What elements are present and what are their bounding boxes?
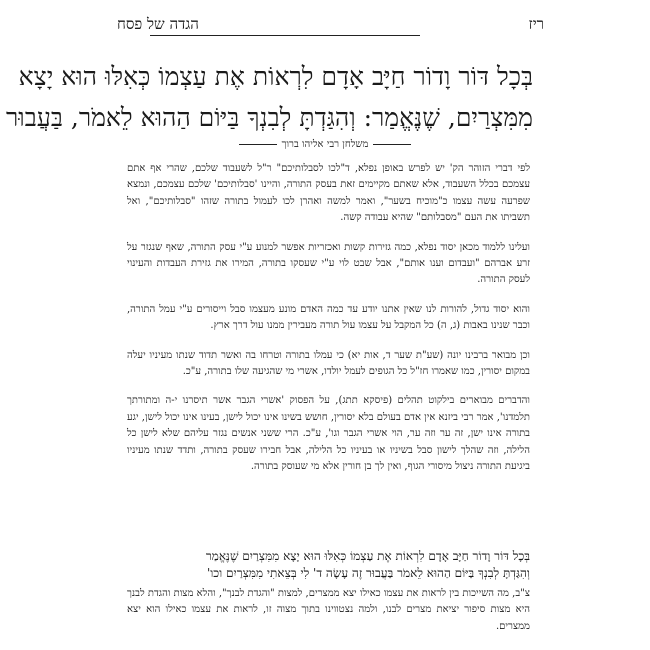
byline-rule-right — [373, 144, 411, 145]
paragraph-4: וכן מבואר ברבינו יונה (שע"ת שער ד, אות יא) כי עמלו בתורה וטרחו בה ואשר תדוד שנתו מעיניו יעלה במקום יסורין, כמו שאמרו חז"ל כל הגופים לעמל יולדו, אשרי מי שהגיעה שלו בתורה, ע"כ. — [127, 349, 530, 378]
quote-line-2: וְהִגַּדְתָּ לְבִנְךָ בַּיּוֹם הַהוּא לֵאמֹר בַּעֲבוּר זֶה עָשָׂה ד' לִי בְּצֵאתִי מִמִּצְרַיִם וכו' — [206, 565, 530, 580]
running-title: הגדה של פסח — [117, 15, 199, 33]
title-line-2: מִמִּצְרַיִם, שֶׁנֶּאֱמַר: וְהִגַּדְתָּ לְבִנְךָ בַּיּוֹם הַהוּא לֵאמֹר, בַּעֲבוּר — [6, 103, 533, 132]
byline — [0, 139, 650, 150]
paragraph-2: ועלינו ללמוד מכאן יסוד נפלא, כמה גזירות קשות ואכזריות אפשר למנוע ע"י עסק התורה, שאף שנגזר על זרע אברהם "ועבדום וענו אותם", אבל שבט לוי ע"י שעסקו בתורה, המירו את גזירת העבדות והעינוי לעסק התורה. — [127, 241, 530, 286]
paragraph-5: והדברים מבוארים בילקוט תהלים (פיסקא תתג), על הפסוק 'אשרי הגבר אשר תיסרנו י-ה ומתורתך תלמדנו', אמר רבי ביזנא אין אדם בעולם בלא יסורין, חושש בשינו אינו יכול לישן, בעינו אינו יכול לישן, יגע בתורה אינו ישן, זה ער וזה ער, הוי אשרי הגבר וגו', ע"כ. הרי ששני אנשים נגזר עליהם שלא לישן כל הלילה, וזה שהלך לישון סבל בשיניו או בעיניו כל הלילה, אבל חבירו שעסק בתורה, ותדד שנתו מעיניו ביגיעת התורה ניצול מיסורי הגוף, ואין לך בן חורין אלא מי שעוסק בתורה. — [127, 395, 530, 473]
commentary-body — [127, 161, 530, 489]
section-title — [6, 56, 533, 138]
paragraph-1: לפי דברי הזוהר הק' יש לפרש באופן נפלא, ד"לכו לסבלותיכם" ר"ל לשעבוד שלכם, שהרי אף אתם עצמכם בכלל השעבוד, אלא שאתם מקיימים זאת בעסק התורה, והיינו 'סבלותיכם' שלכם עצמכם, ונמצא שפרעה עשה עצמו כ"מוכיח בשער", ואמר למשה ואהרן לכו לעמול בתורה שזהו "סבלותיכם", ואל תשביתו את העם "מסבלותם" שהיא עבודה קשה. — [127, 163, 530, 224]
title-line-1: בְּכָל דּוֹר וָדוֹר חַיָּב אָדָם לִרְאוֹת אֶת עַצְמוֹ כְּאִלּוּ הוּא יָצָא — [18, 62, 533, 91]
paragraph-3: והוא יסוד גדול, להורות לנו שאין אתנו יודע עד כמה האדם מונע מעצמו סבל וייסורים ע"י עמל התורה, וכבר שנינו באבות (ג, ה) כל המקבל על עצמו עול תורה מעבירין ממנו עול דרך ארץ. — [127, 303, 530, 332]
closing-paragraph: צ"ב, מה השייכות בין לראות את עצמו כאילו יצא ממצרים, למצות "והגדת לבנך", והלא מצות והגדת לבנך היא מצות סיפור יציאת מצרים לבנו, ולמה נצטווינו בתוך מצוה זו, לראות את עצמו כאילו הוא יצא ממצרים. — [127, 588, 530, 632]
byline-text: משלחן רבי אליהו ברוך — [281, 139, 369, 150]
byline-rule-left — [239, 144, 277, 145]
header-rule — [150, 35, 420, 36]
quote-heading — [127, 548, 530, 581]
page-number: ריז — [528, 15, 544, 33]
quote-line-1: בְּכָל דּוֹר וָדוֹר חַיָּב אָדָם לִרְאוֹת אֶת עַצְמוֹ כְּאִלּוּ הוּא יָצָא מִמִּצְרַיִם שֶׁנֶּאֱמַר — [205, 549, 530, 563]
